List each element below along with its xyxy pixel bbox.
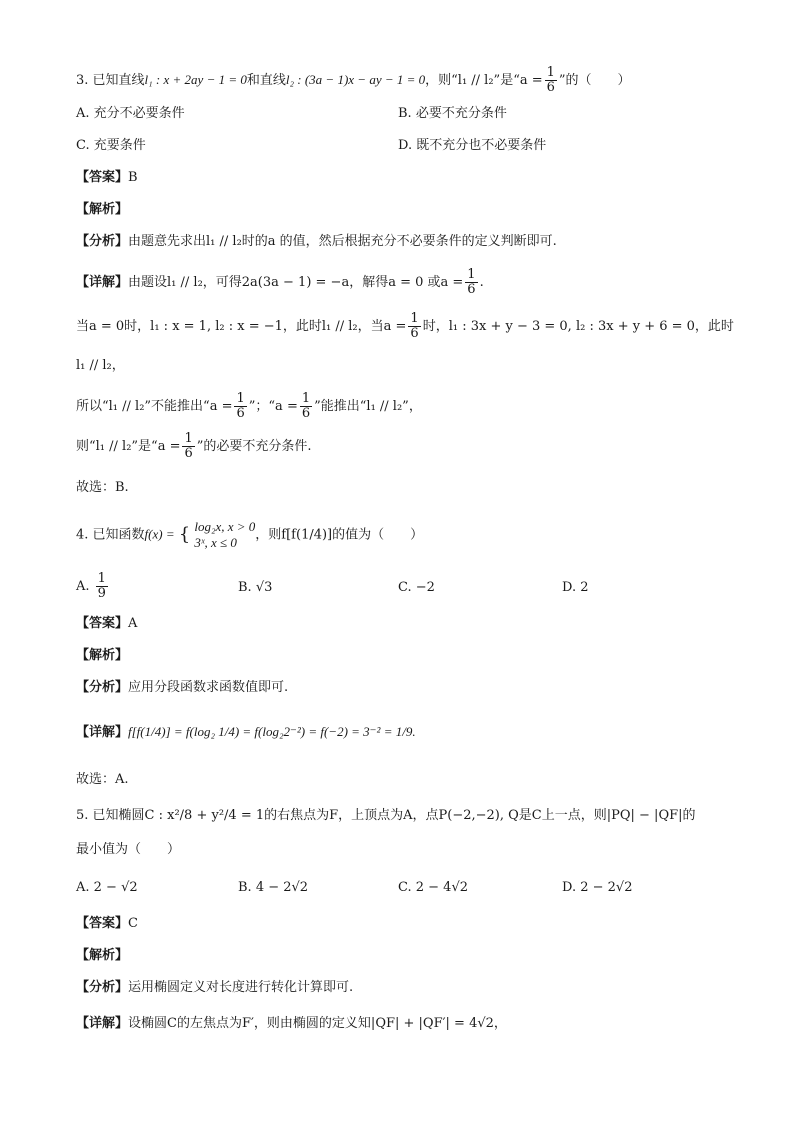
q4-fx: f(x) =	[144, 526, 175, 542]
q3-answer	[76, 168, 138, 188]
q3-fraction-den: 6	[546, 80, 555, 95]
q3-xiangjie-fraction	[465, 268, 477, 297]
q3-line4b: ”；“a =	[248, 399, 298, 414]
q4-fenxi-label: 【分析】	[76, 680, 129, 695]
q5-answer	[76, 914, 138, 934]
q3-xiangjie-label: 【详解】	[76, 275, 129, 290]
q4-option-a-label: A.	[76, 579, 90, 594]
q4-xiangjie-label: 【详解】	[76, 725, 129, 740]
q3-xiangjie-text: 由题设l₁ // l₂，可得2a(3a − 1) = −a，解得a = 0 或a =	[128, 275, 464, 290]
q3-line4-fraction2-den: 6	[301, 406, 311, 421]
q4-case1: log₂x, x > 0	[194, 519, 256, 534]
q3-line4-fraction2-num: 1	[301, 391, 311, 406]
q3-line4	[76, 392, 422, 421]
q4-cases	[194, 519, 255, 551]
q3-xiangjie-fraction-num: 1	[467, 267, 476, 282]
q3-option-c: C. 充要条件	[76, 138, 146, 153]
q3-line4-fraction1	[234, 392, 246, 421]
q5-fenxi-label: 【分析】	[76, 980, 129, 995]
q3-line2-fraction-num: 1	[410, 311, 419, 326]
q3-l2-equation: l₂ : (3a − 1)x − ay − 1 = 0	[285, 72, 426, 87]
q5-xiangjie-text: 设椭圆C的左焦点为F′，则由椭圆的定义知|QF| + |QF′| = 4√2，	[128, 1016, 507, 1031]
q3-line4-fraction2	[300, 392, 312, 421]
q4-answer	[76, 614, 137, 634]
q4-stem	[76, 518, 423, 552]
q5-fenxi	[76, 978, 353, 998]
q3-fenxi-text: 由题意先求出l₁ // l₂时的a 的值，然后根据充分不必要条件的定义判断即可.	[128, 234, 557, 249]
q5-xiangjie	[76, 1014, 507, 1034]
q3-line2	[76, 312, 734, 341]
q3-line4-fraction1-num: 1	[236, 391, 245, 406]
q5-fenxi-text: 运用椭圆定义对长度进行转化计算即可.	[128, 980, 354, 995]
q3-line2a: 当a = 0时，l₁ : x = 1, l₂ : x = −1，此时l₁ // l₂，当a =	[76, 319, 407, 334]
q4-option-a-num: 1	[97, 571, 106, 586]
q3-option-b: B. 必要不充分条件	[398, 106, 507, 121]
q3-fenxi-label: 【分析】	[76, 234, 129, 249]
q5-option-c: C. 2 − 4√2	[398, 880, 469, 895]
q3-line5	[76, 432, 312, 461]
q4-fenxi	[76, 678, 288, 698]
q5-stem: 5. 已知椭圆C : x²/8 + y²/4 = 1的右焦点为F，上顶点为A，点P(−2,−2), Q是C上一点，则|PQ| − |QF|的	[76, 808, 696, 823]
q3-fenxi	[76, 232, 557, 252]
q3-line5b: ”的必要不充分条件.	[196, 439, 312, 454]
q3-stem-mid: 和直线	[246, 73, 286, 88]
q3-jiexi: 【解析】	[76, 202, 129, 217]
q3-option-a: A. 充分不必要条件	[76, 106, 185, 121]
q4-answer-label: 【答案】	[76, 616, 129, 631]
q4-option-a-den: 9	[97, 586, 106, 601]
q4-option-d: D. 2	[562, 580, 589, 595]
q3-line5-fraction	[182, 432, 194, 461]
q3-line2-fraction-den: 6	[410, 326, 419, 341]
q3-line3: l₁ // l₂，	[76, 358, 125, 373]
q4-stem-post: ，则f[f(1/4)]的值为（ ）	[255, 527, 424, 543]
q3-line4c: ”能推出“l₁ // l₂”，	[314, 399, 422, 414]
q3-line5-fraction-num: 1	[184, 431, 193, 446]
q4-guxuan: 故选：A.	[76, 772, 129, 787]
q3-answer-label: 【答案】	[76, 170, 129, 185]
q3-line2-fraction	[408, 312, 420, 341]
q5-option-d: D. 2 − 2√2	[562, 880, 633, 895]
q5-xiangjie-label: 【详解】	[76, 1016, 129, 1031]
q3-line2b: 时，l₁ : 3x + y − 3 = 0, l₂ : 3x + y + 6 = 0，此时	[422, 319, 734, 334]
q4-answer-value: A	[128, 616, 138, 631]
q3-line5-fraction-den: 6	[184, 446, 193, 461]
q5-jiexi: 【解析】	[76, 948, 129, 963]
q3-stem	[76, 66, 631, 95]
q3-fraction	[545, 66, 557, 95]
q4-jiexi: 【解析】	[76, 648, 129, 663]
q3-xiangjie-end: .	[479, 275, 484, 290]
q4-option-b: B. √3	[238, 580, 273, 595]
q3-xiangjie	[76, 268, 484, 297]
q4-xiangjie-text: f[f(1/4)] = f(log₂ 1/4) = f(log₂2⁻²) = f(−2) = 3⁻² = 1/9.	[128, 724, 416, 739]
q5-answer-value: C	[128, 916, 138, 931]
q3-guxuan: 故选：B.	[76, 480, 129, 495]
q3-fraction-num: 1	[546, 65, 555, 80]
q5-answer-label: 【答案】	[76, 916, 129, 931]
q4-option-a-fraction	[96, 572, 108, 601]
q3-xiangjie-fraction-den: 6	[467, 282, 476, 297]
q3-stem-then: ，则“l₁ // l₂”是“a =	[425, 73, 543, 88]
q4-stem-pre: 4. 已知函数	[76, 527, 145, 543]
q3-l1-equation: l₁ : x + 2ay − 1 = 0	[144, 72, 247, 87]
q4-option-a	[76, 572, 110, 601]
q5-option-a: A. 2 − √2	[76, 880, 138, 895]
q5-stem2: 最小值为（ ）	[76, 842, 181, 857]
q5-option-b: B. 4 − 2√2	[238, 880, 309, 895]
q3-line4a: 所以“l₁ // l₂”不能推出“a =	[76, 399, 233, 414]
q3-answer-value: B	[128, 170, 138, 185]
q4-case2: 3ˣ, x ≤ 0	[194, 535, 237, 550]
q3-stem-pre: 3. 已知直线	[76, 73, 145, 88]
q4-fenxi-text: 应用分段函数求函数值即可.	[128, 680, 289, 695]
q4-option-c: C. −2	[398, 580, 435, 595]
q3-option-d: D. 既不充分也不必要条件	[398, 138, 547, 153]
q3-stem-end: ”的（ ）	[558, 73, 631, 88]
q3-line5a: 则“l₁ // l₂”是“a =	[76, 439, 181, 454]
q4-brace: {	[178, 524, 191, 545]
q3-line4-fraction1-den: 6	[236, 406, 245, 421]
q4-xiangjie	[76, 722, 416, 743]
